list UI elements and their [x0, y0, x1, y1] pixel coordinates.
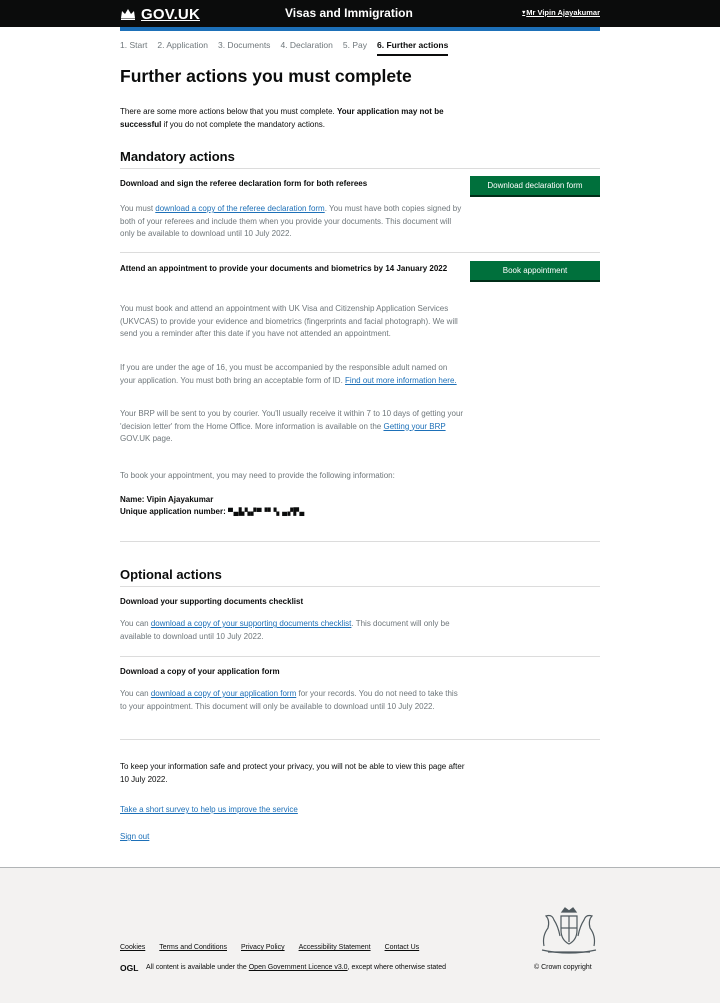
royal-coat-of-arms-icon: [538, 906, 600, 956]
step-pay[interactable]: 5. Pay: [342, 40, 367, 50]
checklist-description: [120, 618, 465, 643]
divider: [120, 586, 600, 587]
caret-down-icon: ▾: [522, 10, 526, 16]
checklist-link[interactable]: download a copy of your supporting documents checklist: [150, 619, 352, 628]
appform-text-before: You can: [120, 689, 151, 698]
step-application[interactable]: 2. Application: [157, 40, 208, 50]
header-blue-bar: [120, 27, 600, 31]
footer-link-contact[interactable]: Contact Us: [384, 944, 420, 951]
footer-link-privacy[interactable]: Privacy Policy: [241, 944, 285, 951]
referee-text-before: You must: [120, 204, 156, 213]
referee-declaration-link[interactable]: download a copy of the referee declaration form: [155, 204, 325, 213]
getting-your-brp-link[interactable]: Getting your BRP: [383, 421, 446, 431]
licence-before: All content is available under the: [146, 964, 249, 971]
intro-bold: Your application may not be successful: [120, 107, 444, 129]
survey-link[interactable]: Take a short survey to help us improve the service: [120, 805, 298, 814]
licence-after: , except where otherwise stated: [347, 964, 447, 971]
service-name[interactable]: Visas and Immigration: [285, 6, 413, 20]
optional-heading: Optional actions: [120, 567, 222, 582]
divider: [120, 541, 600, 542]
appform-text-after: for your records. You do not need to take this to your appointment. This document will only be available to download until 10 July 2022.: [120, 689, 458, 711]
divider: [120, 656, 600, 657]
user-name: Mr Vipin Ajayakumar: [526, 8, 600, 17]
intro-text: [120, 106, 465, 131]
applicant-name: Name: Vipin Ajayakumar: [120, 495, 214, 504]
appointment-para-1: You must book and attend an appointment with UK Visa and Citizenship Application Services (UKVCAS) to provide your evidence and biometrics (fingerprints and facial photograph). We will send you a reminder after this date if you have not attended an appointment.: [120, 304, 458, 338]
govuk-logo-link[interactable]: [120, 5, 200, 23]
user-menu-link[interactable]: [522, 8, 600, 17]
application-number-label: Unique application number:: [120, 507, 229, 516]
crown-icon: [120, 8, 136, 20]
step-start[interactable]: 1. Start: [120, 40, 148, 50]
crown-copyright: © Crown copyright: [534, 964, 592, 971]
action-title-checklist: Download your supporting documents checklist: [120, 597, 304, 606]
site-header: [0, 0, 720, 27]
divider: [120, 739, 600, 740]
para2-text: If you are under the age of 16, you must be accompanied by the responsible adult named on your application. You must both bring an acceptable form of ID.: [120, 363, 448, 385]
step-documents[interactable]: 3. Documents: [217, 40, 271, 50]
govuk-logo-text: GOV.UK: [141, 5, 200, 23]
checklist-text-after: . This document will only be available to download until 10 July 2022.: [120, 619, 450, 641]
application-form-description: [120, 688, 465, 713]
footer-link-terms[interactable]: Terms and Conditions: [159, 944, 227, 951]
licence-text: [146, 964, 446, 971]
download-declaration-button[interactable]: Download declaration form: [470, 176, 600, 195]
sign-out-link[interactable]: Sign out: [120, 832, 150, 841]
intro-plain: There are some more actions below that you must complete.: [120, 107, 337, 116]
open-government-licence-link[interactable]: Open Government Licence v3.0: [248, 964, 348, 971]
referee-text-after: . You must have both copies signed by both of your referees and include them when you provide your documents. This document will only be available to download until 10 July 2022.: [120, 204, 462, 238]
checklist-text-before: You can: [120, 619, 151, 628]
book-appointment-button[interactable]: Book appointment: [470, 261, 600, 280]
footer-link-cookies[interactable]: Cookies: [120, 944, 146, 951]
applicant-info: [120, 494, 465, 519]
ogl-logo-icon: OGL: [120, 963, 139, 973]
site-footer: [0, 867, 720, 1003]
step-declaration[interactable]: 4. Declaration: [280, 40, 333, 50]
footer-link-accessibility[interactable]: Accessibility Statement: [298, 944, 371, 951]
para3-text-after: GOV.UK page.: [120, 434, 173, 443]
action-title-application-form: Download a copy of your application form: [120, 667, 280, 676]
intro-end: if you do not complete the mandatory actions.: [161, 119, 326, 129]
application-number-line: [120, 506, 465, 519]
divider: [120, 252, 600, 253]
para3-text-before: Your BRP will be sent to you by courier. You'll usually receive it within 7 to 10 days of getting your 'decision letter' from the Home Office. More information is available on the: [120, 409, 464, 431]
referee-description: [120, 203, 465, 241]
application-form-link[interactable]: download a copy of your application form: [150, 689, 297, 698]
action-title-appointment: Attend an appointment to provide your documents and biometrics by 14 January 2022: [120, 264, 448, 273]
appointment-para-2: [120, 362, 465, 387]
divider: [120, 168, 600, 169]
progress-steps: [120, 40, 458, 56]
find-out-more-link[interactable]: Find out more information here.: [345, 375, 457, 385]
footer-links: [120, 944, 433, 951]
step-further-actions: 6. Further actions: [377, 40, 448, 56]
application-number-redacted: ▀▄▙▚▞▀▝▘▚ ▄▞▛▄: [228, 509, 305, 516]
action-title-referee: Download and sign the referee declaration form for both referees: [120, 179, 368, 188]
appointment-para-4: To book your appointment, you may need to provide the following information:: [120, 471, 395, 480]
page-title: Further actions you must complete: [120, 66, 412, 86]
appointment-para-3: [120, 408, 465, 446]
mandatory-heading: Mandatory actions: [120, 149, 235, 164]
privacy-note: To keep your information safe and protect your privacy, you will not be able to view this page after 10 July 2022.: [120, 762, 465, 784]
